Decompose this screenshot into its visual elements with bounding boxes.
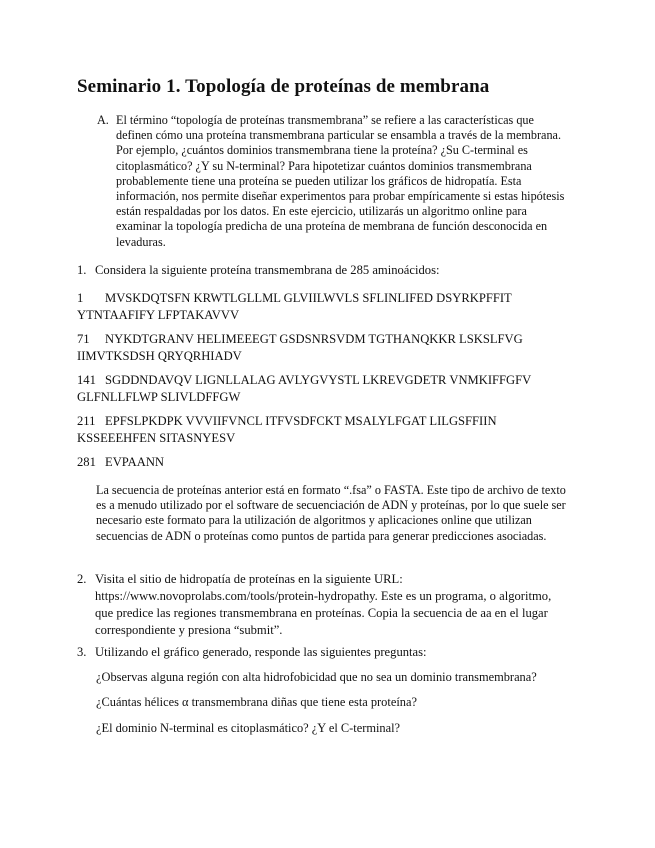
fasta-paragraph: La secuencia de proteínas anterior está en formato “.fsa” o FASTA. Este tipo de archivo de texto es a menudo utilizado por el software de secuenciación de ADN y proteínas, por lo que suele ser necesario este formato para la utilización de algoritmos y aplicaciones online que utilizan secuencias de ADN o proteínas como puntos de partida para generar predicciones asociadas. — [96, 483, 566, 543]
sequence-position: 141 — [77, 373, 96, 387]
sequence-block-1 — [77, 290, 567, 323]
sequence-position: 281 — [77, 455, 96, 469]
question-3-number: 3. — [77, 645, 87, 659]
sequence-position: 1 — [77, 291, 84, 305]
question-2-number: 2. — [77, 572, 87, 586]
sequence-block-5 — [77, 454, 567, 471]
sequence-block-3 — [77, 372, 567, 405]
question-3 — [77, 644, 572, 661]
subquestion-3: ¿El dominio N-terminal es citoplasmático? ¿Y el C-terminal? — [96, 721, 401, 735]
intro-item — [97, 113, 567, 250]
sequence-text: EVPAANN — [105, 455, 165, 469]
question-1-text: Considera la siguiente proteína transmembrana de 285 aminoácidos: — [95, 263, 440, 277]
sequence-position: 211 — [77, 414, 96, 428]
page-title: Seminario 1. Topología de proteínas de membrana — [77, 76, 490, 97]
question-1-number: 1. — [77, 263, 87, 277]
sequence-block-2 — [77, 331, 567, 364]
sequence-position: 71 — [77, 332, 90, 346]
intro-text: El término “topología de proteínas transmembrana” se refiere a las características que definen cómo una proteína transmembrana particular se ensambla a través de la membrana. Por ejemplo, ¿cuántos dominios transmembrana tiene la proteína? ¿Su C-terminal es citoplasmático? ¿Y su N-terminal? Para hipotetizar cuántos dominios transmembrana probablemente tiene una proteína se pueden utilizar los gráficos de hidropatía. Esta información, nos permite diseñar experimentos para probar empíricamente si estas hipótesis están respaldadas por los datos. En este ejercicio, utilizarás un algoritmo online para examinar la topología predicha de una proteína de membrana de función desconocida en levaduras. — [116, 113, 565, 249]
sequence-text: SGDDNDAVQV LIGNLLALAG AVLYGVYSTL LKREVGDETR VNMKIFFGFV GLFNLLFLWP SLIVLDFFGW — [77, 373, 532, 404]
question-2 — [77, 571, 572, 639]
sequence-text: NYKDTGRANV HELIMEEEGT GSDSNRSVDM TGTHANQKKR LSKSLFVG IIMVTKSDSH QRYQRHIADV — [77, 332, 523, 363]
sequence-text: MVSKDQTSFN KRWTLGLLML GLVIILWVLS SFLINLIFED DSYRKPFFIT YTNTAAFIFY LFPTAKAVVV — [77, 291, 512, 322]
subquestion-2: ¿Cuántas hélices α transmembrana diñas que tiene esta proteína? — [96, 695, 417, 709]
question-2-text: Visita el sitio de hidropatía de proteínas en la siguiente URL: https://www.novoprolabs.com/tools/protein-hydropathy. Este es un programa, o algoritmo, que predice las regiones transmembrana en proteínas. Copia la secuencia de aa en el lugar correspondiente y presiona “submit”. — [95, 572, 552, 637]
question-3-text: Utilizando el gráfico generado, responde las siguientes preguntas: — [95, 645, 427, 659]
sequence-block-4 — [77, 413, 567, 446]
subquestion-1: ¿Observas alguna región con alta hidrofobicidad que no sea un dominio transmembrana? — [96, 670, 537, 684]
question-1 — [77, 262, 572, 279]
sequence-text: EPFSLPKDPK VVVIIFVNCL ITFVSDFCKT MSALYLFGAT LILGSFFIIN KSSEEEHFEN SITASNYESV — [77, 414, 497, 445]
intro-marker: A. — [97, 113, 109, 127]
